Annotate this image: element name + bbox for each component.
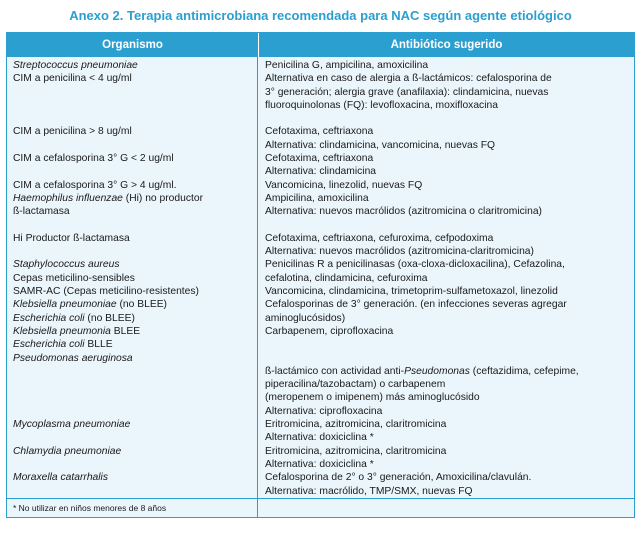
cell-text: Alternativa: clindamicina, vancomicina, nuevas FQ [265, 139, 496, 151]
cell-text: piperacilina/tazobactam) o carbapenem [265, 379, 446, 391]
header-antibiotic: Antibiótico sugerido [390, 39, 503, 51]
table-header [7, 33, 634, 57]
cell-text: Klebsiella pneumoniae [13, 299, 117, 311]
cell-text: Cefotaxima, ceftriaxona [265, 126, 374, 138]
organism-line [13, 59, 257, 72]
cell-text: CIM a penicilina > 8 ug/ml [13, 126, 132, 138]
cell-text: Eritromicina, azitromicina, claritromicina [265, 419, 447, 431]
organism-line [13, 312, 257, 325]
table-title: Anexo 2. Terapia antimicrobiana recomendada para NAC según agente etiológico [69, 8, 572, 23]
organism-line [13, 405, 257, 418]
cell-text: Haemophilus influenzae [13, 192, 123, 204]
cell-text: cefalotina, clindamicina, cefuroxima [265, 272, 428, 284]
antimicrobial-table [6, 32, 635, 518]
cell-text: Ampicilina, amoxicilina [265, 192, 369, 204]
antibiotic-line [265, 272, 634, 285]
cell-text: Moraxella catarrhalis [13, 472, 108, 484]
antibiotic-line [265, 245, 634, 258]
cell-text: Alternativa: doxiciclina * [265, 432, 374, 444]
footnote: * No utilizar en niños menores de 8 años [7, 499, 258, 517]
antibiotic-line [265, 378, 634, 391]
organism-line [13, 165, 257, 178]
cell-text: Mycoplasma pneumoniae [13, 419, 131, 431]
organism-line [13, 298, 257, 311]
antibiotic-line [265, 165, 634, 178]
cell-text: fluoroquinolonas (FQ): levofloxacina, moxifloxacina [265, 99, 498, 111]
cell-text: BLEE [110, 325, 141, 337]
antibiotic-line [265, 179, 634, 192]
cell-text: Penicilina G, ampicilina, amoxicilina [265, 60, 429, 71]
organism-line [13, 219, 257, 232]
antibiotic-line [265, 338, 634, 351]
cell-text: Alternativa: nuevos macrólidos (azitromicina-claritromicina) [265, 246, 534, 258]
cell-text: CIM a cefalosporina 3° G > 4 ug/ml. [13, 179, 177, 191]
cell-text: 3° generación; alergia grave (anafilaxia): clindamicina, nuevas [265, 86, 549, 98]
organism-line [13, 139, 257, 152]
cell-text: (no BLEE) [116, 299, 167, 311]
cell-text: Vancomicina, linezolid, nuevas FQ [265, 179, 423, 191]
organism-line [13, 179, 257, 192]
antibiotic-line [265, 391, 634, 404]
antibiotic-line [265, 471, 634, 484]
organism-line [13, 471, 257, 484]
cell-text: Pseudomonas [404, 365, 470, 377]
antibiotic-line [265, 86, 634, 99]
cell-text: Pseudomonas aeruginosa [13, 352, 133, 364]
antibiotic-line [265, 405, 634, 418]
organism-line [13, 391, 257, 404]
organism-line [13, 445, 257, 458]
antibiotic-line [265, 258, 634, 271]
antibiotic-line [265, 125, 634, 138]
organism-line [13, 192, 257, 205]
organism-line [13, 458, 257, 471]
table-footer [7, 498, 634, 517]
cell-text: Klebsiella pneumonia [13, 325, 111, 337]
organism-line [13, 485, 257, 498]
cell-text: Chlamydia pneumoniae [13, 445, 122, 457]
header-organism: Organismo [7, 33, 259, 57]
antibiotic-line [265, 59, 634, 72]
cell-text: aminoglucósidos) [265, 312, 346, 324]
cell-text: Alternativa: macrólido, TMP/SMX, nuevas FQ [265, 485, 473, 497]
antibiotic-line [265, 285, 634, 298]
cell-text: Streptococcus pneumoniae [13, 60, 138, 71]
cell-text: Cefalosporinas de 3° generación. (en infecciones severas agregar [265, 299, 567, 311]
antibiotic-line [265, 139, 634, 152]
cell-text: Alternativa en caso de alergia a ß-lactámicos: cefalosporina de [265, 73, 552, 85]
cell-text: Alternativa: ciprofloxacina [265, 405, 383, 417]
cell-text: Escherichia coli [13, 339, 85, 351]
antibiotic-line [265, 232, 634, 245]
antibiotic-line [265, 458, 634, 471]
antibiotic-column [258, 57, 634, 498]
antibiotic-line [265, 72, 634, 85]
organism-line [13, 112, 257, 125]
organism-line [13, 338, 257, 351]
organism-line [13, 325, 257, 338]
antibiotic-line [265, 485, 634, 498]
cell-text: Penicilinas R a penicilinasas (oxa-cloxa-dicloxacilina), Cefazolina, [265, 259, 565, 271]
antibiotic-line [265, 298, 634, 311]
antibiotic-line [265, 312, 634, 325]
organism-line [13, 352, 257, 365]
cell-text: Staphylococcus aureus [13, 259, 120, 271]
cell-text: Hi Productor ß-lactamasa [13, 232, 130, 244]
organism-line [13, 152, 257, 165]
cell-text: SAMR-AC (Cepas meticilino-resistentes) [13, 286, 199, 298]
organism-line [13, 232, 257, 245]
cell-text: Alternativa: nuevos macrólidos (azitromicina o claritromicina) [265, 206, 542, 218]
cell-text: (ceftazidima, cefepime, [469, 365, 579, 377]
cell-text: Cefalosporina de 2° o 3° generación, Amoxicilina/clavulán. [265, 472, 532, 484]
cell-text: Cepas meticilino-sensibles [13, 272, 135, 284]
antibiotic-line [265, 152, 634, 165]
cell-text: CIM a cefalosporina 3° G < 2 ug/ml [13, 153, 174, 165]
antibiotic-line [265, 112, 634, 125]
cell-text: Eritromicina, azitromicina, claritromicina [265, 445, 447, 457]
cell-text: Vancomicina, clindamicina, trimetoprim-sulfametoxazol, linezolid [265, 286, 558, 298]
cell-text: ß-lactamasa [13, 206, 70, 218]
organism-line [13, 378, 257, 391]
antibiotic-line [265, 418, 634, 431]
organism-line [13, 285, 257, 298]
cell-text: Alternativa: clindamicina [265, 166, 377, 178]
antibiotic-line [265, 431, 634, 444]
cell-text: Cefotaxima, ceftriaxona [265, 153, 374, 165]
cell-text: BLLE [84, 339, 113, 351]
antibiotic-line [265, 192, 634, 205]
antibiotic-line [265, 99, 634, 112]
organism-line [13, 86, 257, 99]
cell-text: Alternativa: doxiciclina * [265, 458, 374, 470]
organism-line [13, 365, 257, 378]
organism-line [13, 205, 257, 218]
organism-line [13, 72, 257, 85]
organism-line [13, 272, 257, 285]
organism-line [13, 258, 257, 271]
cell-text: Escherichia coli [13, 312, 85, 324]
antibiotic-line [265, 365, 634, 378]
antibiotic-line [265, 445, 634, 458]
organism-line [13, 125, 257, 138]
cell-text: Carbapenem, ciprofloxacina [265, 325, 394, 337]
cell-text: ß-lactámico con actividad anti- [265, 365, 405, 377]
cell-text: (no BLEE) [84, 312, 135, 324]
antibiotic-line [265, 325, 634, 338]
antibiotic-line [265, 205, 634, 218]
cell-text: CIM a penicilina < 4 ug/ml [13, 73, 132, 85]
cell-text: (meropenem o imipenem) más aminoglucósido [265, 392, 480, 404]
cell-text: (Hi) no productor [122, 192, 204, 204]
organism-line [13, 245, 257, 258]
organism-column [7, 57, 258, 498]
organism-line [13, 418, 257, 431]
table-body [7, 57, 634, 498]
antibiotic-line [265, 219, 634, 232]
cell-text: Cefotaxima, ceftriaxona, cefuroxima, cefpodoxima [265, 232, 494, 244]
antibiotic-line [265, 352, 634, 365]
organism-line [13, 99, 257, 112]
organism-line [13, 431, 257, 444]
